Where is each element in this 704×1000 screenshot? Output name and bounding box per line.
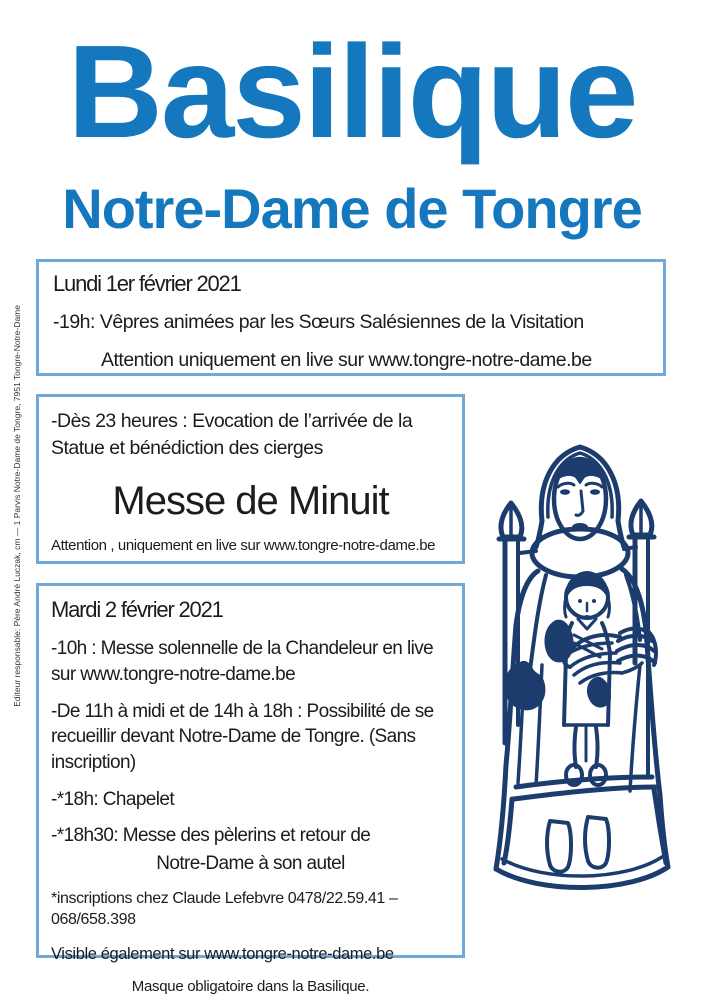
tuesday-pilgrims-item: -*18h30: Messe des pèlerins et retour de xyxy=(51,825,371,847)
editor-credit-vertical xyxy=(12,300,24,707)
mask-required-note: Masque obligatoire dans la Basilique. xyxy=(131,978,370,995)
event-box-midnight-mass xyxy=(36,394,465,564)
event-box-tuesday xyxy=(36,583,465,963)
monday-live-note: Attention uniquement en live sur www.tongre-notre-dame.be xyxy=(101,348,592,371)
tuesday-visit-item: -De 11h à midi et de 14h à 18h : Possibilité de se recueillir devant Notre-Dame de Tongre. (Sans inscription) xyxy=(51,700,434,773)
tuesday-mass-item: -10h : Messe solennelle de la Chandeleur en live sur www.tongre-notre-dame.be xyxy=(51,638,434,686)
tuesday-inscriptions-note: *inscriptions chez Claude Lefebvre 0478/22.59.41 – 068/658.398 xyxy=(51,889,398,929)
midnight-live-note: Attention , uniquement en live sur www.tongre-notre-dame.be xyxy=(51,536,436,554)
madonna-and-child-illustration xyxy=(490,425,695,935)
tuesday-pilgrims-item-continuation: Notre-Dame à son autel xyxy=(156,852,345,874)
midnight-mass-title: Messe de Minuit xyxy=(112,478,389,523)
editor-credit-text: Editeur responsable: Père André Luczak, cm — 1 Parvis Notre-Dame de Tongre, 7951 Tongre-Notre-Dame xyxy=(12,305,22,707)
tuesday-chapelet-item: -*18h: Chapelet xyxy=(51,788,175,810)
monday-vespers-line: -19h: Vêpres animées par les Sœurs Salésiennes de la Visitation xyxy=(53,311,584,334)
event-box-monday xyxy=(36,259,666,376)
monday-date-heading: Lundi 1er février 2021 xyxy=(53,271,241,296)
poster-title: Basilique xyxy=(67,18,637,165)
poster-subtitle: Notre-Dame de Tongre xyxy=(62,177,642,240)
midnight-intro: -Dès 23 heures : Evocation de l’arrivée de la Statue et bénédiction des cierges xyxy=(51,410,413,460)
tuesday-date-heading: Mardi 2 février 2021 xyxy=(51,597,223,622)
tuesday-visible-note: Visible également sur www.tongre-notre-dame.be xyxy=(51,944,394,963)
